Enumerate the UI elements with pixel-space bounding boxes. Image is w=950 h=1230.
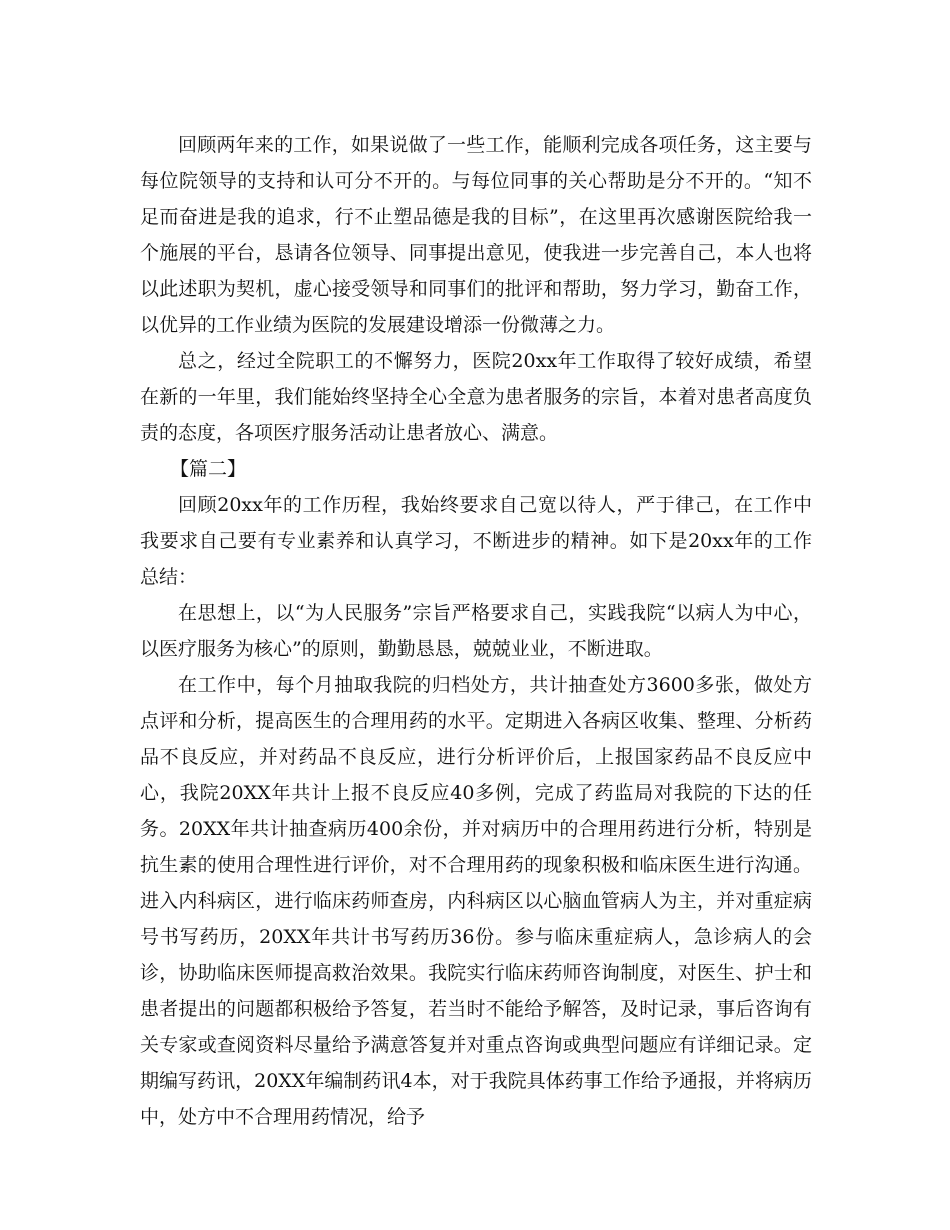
section-heading: 【篇二】 (170, 458, 247, 480)
paragraph-ideology: 在思想上，以“为人民服务”宗旨严格要求自己，实践我院“以病人为中心，以医疗服务为核心”的原则，勤勤恳恳，兢兢业业，不断进取。 (140, 602, 812, 660)
paragraph-review-two-years: 回顾两年来的工作，如果说做了一些工作，能顺利完成各项任务，这主要与每位院领导的支持和认可分不开的。与每位同事的关心帮助是分不开的。“知不足而奋进是我的追求，行不止塑品德是我的目标”，在这里再次感谢医院给我一个施展的平台，恳请各位领导、同事提出意见，使我进一步完善自己，本人也将以此述职为契机，虚心接受领导和同事们的批评和帮助，努力学习，勤奋工作，以优异的工作业绩为医院的发展建设增添一份微薄之力。 (140, 134, 812, 336)
paragraph-review-year: 回顾20xx年的工作历程，我始终要求自己宽以待人，严于律己，在工作中我要求自己要有专业素养和认真学习，不断进步的精神。如下是20xx年的工作总结： (140, 494, 812, 588)
paragraph-work-details: 在工作中，每个月抽取我院的归档处方，共计抽查处方3600多张，做处方点评和分析，提高医生的合理用药的水平。定期进入各病区收集、整理、分析药品不良反应，并对药品不良反应，进行分析评价后，上报国家药品不良反应中心，我院20XX年共计上报不良反应40多例，完成了药监局对我院的下达的任务。20XX年共计抽查病历400余份，并对病历中的合理用药进行分析，特别是抗生素的使用合理性进行评价，对不合理用药的现象积极和临床医生进行沟通。进入内科病区，进行临床药师查房，内科病区以心脑血管病人为主，并对重症病号书写药历，20XX年共计书写药历36份。参与临床重症病人，急诊病人的会诊，协助临床医师提高救治效果。我院实行临床药师咨询制度，对医生、护士和患者提出的问题都积极给予答复，若当时不能给予解答，及时记录，事后咨询有关专家或查阅资料尽量给予满意答复并对重点咨询或典型问题应有详细记录。定期编写药讯，20XX年编制药讯4本，对于我院具体药事工作给予通报，并将病历中，处方中不合理用药情况，给予 (140, 674, 812, 1128)
paragraph-conclusion: 总之，经过全院职工的不懈努力，医院20xx年工作取得了较好成绩，希望在新的一年里，我们能始终坚持全心全意为患者服务的宗旨，本着对患者高度负责的态度，各项医疗服务活动让患者放心、满意。 (140, 350, 812, 444)
document-body (140, 127, 812, 1135)
